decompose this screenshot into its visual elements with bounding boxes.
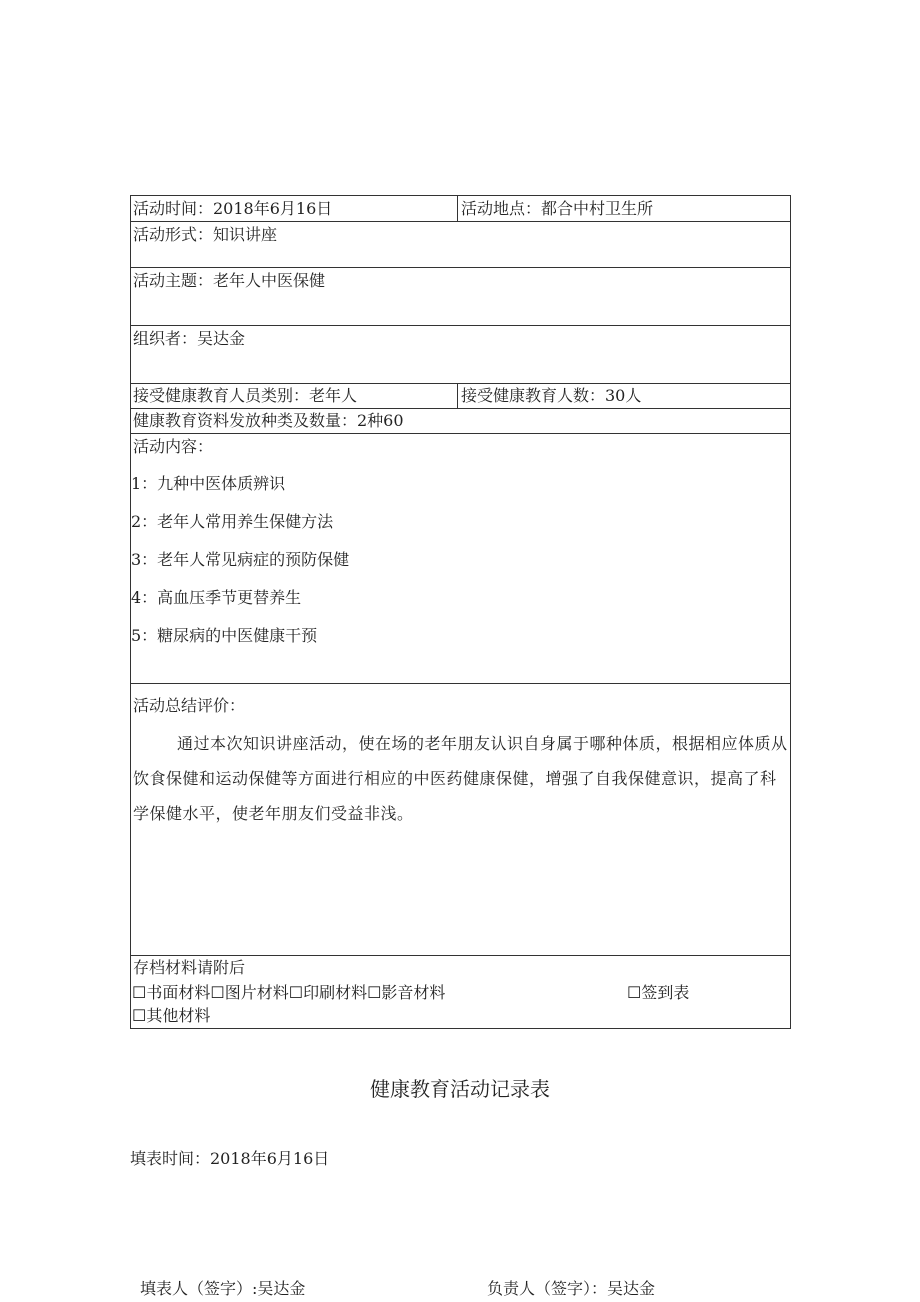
page-title: 健康教育活动记录表: [370, 1077, 550, 1101]
checkbox-other[interactable]: ☐: [132, 1006, 147, 1025]
checkbox-sign-in[interactable]: ☐: [627, 983, 642, 1002]
activity-theme: 活动主题：老年人中医保健: [133, 271, 326, 290]
materials-distributed: 健康教育资料发放种类及数量：2种60: [133, 411, 404, 430]
filler-signature: 填表人（签字）:吴达金: [140, 1279, 306, 1298]
organizer: 组织者：吴达金: [133, 329, 246, 348]
responsible-signature: 负责人（签字）：吴达金: [487, 1279, 656, 1298]
other-option: ☐其他材料: [132, 1006, 211, 1025]
summary-text: 通过本次知识讲座活动，使在场的老年朋友认识自身属于哪种体质，根据相应体质从饮食保健和运动保健等方面进行相应的中医药健康保健，增强了自我保健意识，提高了科学保健水平，使老年朋友们受益非浅。: [133, 734, 788, 823]
activity-place: 活动地点：都合中村卫生所: [461, 199, 654, 218]
activity-form: 活动形式：知识讲座: [133, 225, 278, 244]
checkbox-pictures[interactable]: ☐: [210, 983, 225, 1002]
checkbox-written[interactable]: ☐: [132, 983, 147, 1002]
content-item: 1：九种中医体质辨识: [131, 474, 286, 493]
content-item: 2：老年人常用养生保健方法: [131, 512, 334, 531]
checkbox-printed[interactable]: ☐: [288, 983, 304, 1002]
content-item: 3：老年人常见病症的预防保健: [131, 550, 350, 569]
audience-type: 接受健康教育人员类别：老年人: [133, 386, 358, 405]
summary-label: 活动总结评价：: [133, 696, 246, 715]
activity-time: 活动时间：2018年6月16日: [133, 199, 333, 218]
archive-options-row: ☐书面材料☐图片材料☐印刷材料☐影音材料: [132, 983, 446, 1002]
content-label: 活动内容：: [133, 437, 214, 456]
archive-label: 存档材料请附后: [133, 958, 246, 977]
content-item: 4：高血压季节更替养生: [131, 588, 302, 607]
checkbox-audio-video[interactable]: ☐: [367, 983, 382, 1002]
audience-count: 接受健康教育人数：30人: [461, 386, 642, 405]
sign-in-option: ☐签到表: [627, 983, 690, 1002]
content-item: 5：糖尿病的中医健康干预: [131, 626, 318, 645]
fill-date: 填表时间：2018年6月16日: [130, 1149, 330, 1168]
